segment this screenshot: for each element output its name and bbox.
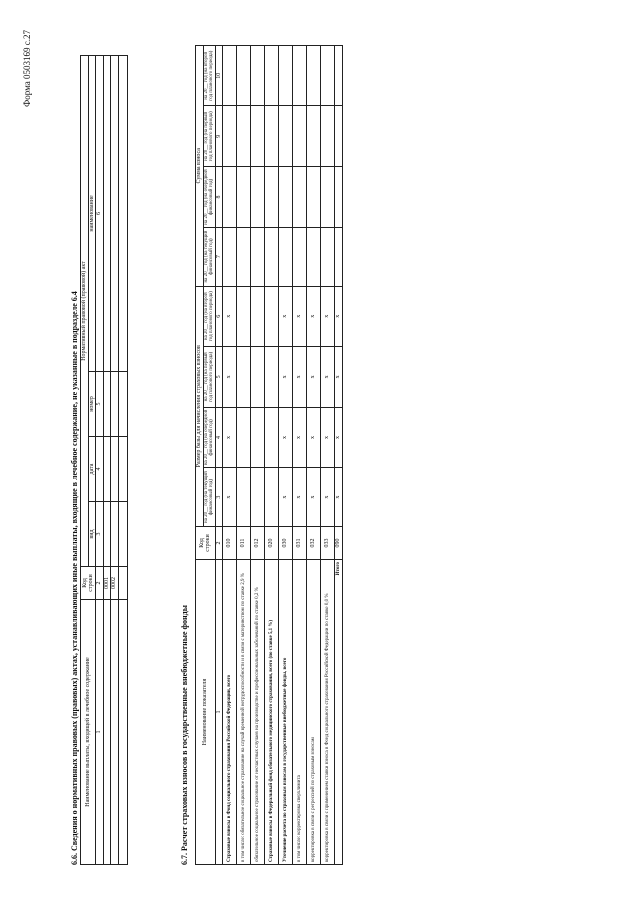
base-cell: x [223, 468, 237, 527]
sum-cell[interactable] [251, 106, 265, 167]
base-cell[interactable] [237, 468, 251, 527]
col-sum-second: на 20__ год (на второй год планового периода) [203, 46, 215, 106]
base-cell: x [307, 468, 321, 527]
line-code-cell: 0002 [111, 567, 119, 600]
base-cell: x [307, 286, 321, 346]
act-date-cell[interactable] [103, 437, 111, 502]
act-type-cell[interactable] [111, 502, 119, 567]
base-cell[interactable] [251, 346, 265, 407]
indicator-label: в том числе: корректировка сверхлимита [293, 560, 307, 865]
sum-cell[interactable] [335, 106, 343, 167]
table-row [111, 56, 119, 865]
base-cell: x [279, 468, 293, 527]
col-number-row [215, 46, 223, 865]
col-line-code: Код строки [196, 527, 216, 560]
indicator-label: корректировка в связи с применением ставки взноса в Фонд социального страхования Российской Федерации по ставке 0,0 % [321, 560, 335, 865]
sum-cell[interactable] [307, 167, 321, 227]
section-6-7-title: 6.7. Расчет страховых взносов в государственные внебюджетные фонды [180, 605, 189, 865]
base-cell: x [335, 468, 343, 527]
col-payment-name: Наименование выплаты, входящей в лечебное содержание [81, 600, 96, 865]
base-cell[interactable] [265, 346, 279, 407]
sum-cell[interactable] [321, 46, 335, 106]
sum-cell[interactable] [237, 46, 251, 106]
col-number: 6 [96, 56, 104, 372]
sum-cell[interactable] [265, 167, 279, 227]
empty-cell[interactable] [118, 56, 127, 372]
sum-cell[interactable] [251, 46, 265, 106]
col-group-sum: Сумма взноса [196, 46, 204, 287]
col-act-type: вид [88, 502, 96, 567]
sum-cell[interactable] [321, 167, 335, 227]
col-number: 2 [96, 567, 104, 600]
empty-cell[interactable] [118, 567, 127, 600]
total-row [335, 46, 343, 865]
act-number-cell[interactable] [103, 372, 111, 437]
sum-cell[interactable] [279, 227, 293, 286]
base-cell: x [223, 407, 237, 467]
base-cell: x [279, 407, 293, 467]
empty-row [118, 56, 127, 865]
col-sum-current: на 20__ год (на текущий финансовый год) [203, 227, 215, 286]
col-base-first: на 20__ год (на первый год планового периода) [203, 346, 215, 407]
act-type-cell[interactable] [103, 502, 111, 567]
base-cell: x [321, 407, 335, 467]
section-6-6-title: 6.6. Сведения о нормативных правовых (правовых) актах, устанавливающих иные выплаты, входящие в лечебное содержание, не указанные в подразделе 6.4 [70, 291, 79, 865]
col-number: 9 [215, 106, 223, 167]
indicator-label: Уточнение расчета по страховым взносам в государственные внебюджетные фонды, всего [279, 560, 293, 865]
form-number: Форма 0503169 с.27 [22, 30, 32, 107]
col-group-act: Нормативный правовой (правовой) акт [81, 56, 89, 567]
base-cell[interactable] [251, 286, 265, 346]
col-sum-first: на 20__ год (на первый год планового периода) [203, 106, 215, 167]
sum-cell[interactable] [293, 106, 307, 167]
col-sum-next: на 20__ год (на очередной финансовый год) [203, 167, 215, 227]
col-number: 4 [215, 407, 223, 467]
base-cell: x [321, 346, 335, 407]
sum-cell[interactable] [251, 167, 265, 227]
base-cell: x [335, 286, 343, 346]
sum-cell[interactable] [307, 227, 321, 286]
base-cell: x [307, 407, 321, 467]
base-cell: x [307, 346, 321, 407]
base-cell: x [223, 346, 237, 407]
line-code-cell: 031 [293, 527, 307, 560]
sum-cell[interactable] [307, 106, 321, 167]
indicator-label: Страховые взносы в Федеральный фонд обязательного медицинского страхования, всего (по ставке 5,1 %) [265, 560, 279, 865]
sum-cell[interactable] [223, 46, 237, 106]
line-code-cell: 032 [307, 527, 321, 560]
sum-cell[interactable] [265, 46, 279, 106]
table-row [251, 46, 265, 865]
sum-cell[interactable] [321, 106, 335, 167]
section-6-7-rows [223, 46, 335, 865]
sum-cell[interactable] [279, 167, 293, 227]
sum-cell[interactable] [223, 106, 237, 167]
line-code-cell: 012 [251, 527, 265, 560]
col-group-base: Размер базы для начисления страховых взносов [196, 286, 204, 526]
line-code-cell: 033 [321, 527, 335, 560]
act-name-cell[interactable] [111, 56, 119, 372]
col-number: 5 [96, 372, 104, 437]
sum-cell[interactable] [335, 167, 343, 227]
table-row [223, 46, 237, 865]
base-cell: x [279, 346, 293, 407]
table-row [279, 46, 293, 865]
base-cell[interactable] [265, 407, 279, 467]
sum-cell[interactable] [335, 46, 343, 106]
sum-cell[interactable] [307, 46, 321, 106]
empty-cell[interactable] [118, 502, 127, 567]
base-cell[interactable] [251, 468, 265, 527]
base-cell[interactable] [265, 468, 279, 527]
col-act-name: наименование [88, 56, 96, 372]
base-cell[interactable] [237, 407, 251, 467]
sum-cell[interactable] [251, 227, 265, 286]
base-cell: x [293, 346, 307, 407]
sum-cell[interactable] [293, 46, 307, 106]
col-number: 6 [215, 286, 223, 346]
table-row [265, 46, 279, 865]
sum-cell[interactable] [335, 227, 343, 286]
line-code-cell: 030 [279, 527, 293, 560]
indicator-label: обязательное социальное страхование от несчастных случаев на производстве и профессиональных заболеваний по ставке 0,2 % [251, 560, 265, 865]
base-cell: x [321, 468, 335, 527]
line-code-cell: 010 [223, 527, 237, 560]
table-row [237, 46, 251, 865]
sum-cell[interactable] [279, 46, 293, 106]
line-code-cell: 0001 [103, 567, 111, 600]
empty-cell[interactable] [118, 600, 127, 865]
col-base-second: на 20__ год (на второй год планового периода) [203, 286, 215, 346]
col-number: 1 [96, 600, 104, 865]
col-line-code: Код строки [81, 567, 96, 600]
indicator-label: в том числе: обязательное социальное страхование на случай временной нетрудоспособности и в связи с материнством по ставке 2,9 % [237, 560, 251, 865]
indicator-label: корректировка в связи с регрессией по страховым взносам [307, 560, 321, 865]
sum-cell[interactable] [237, 227, 251, 286]
base-cell: x [335, 407, 343, 467]
col-number: 2 [215, 527, 223, 560]
col-number: 5 [215, 346, 223, 407]
base-cell: x [335, 346, 343, 407]
col-number: 10 [215, 46, 223, 106]
sum-cell[interactable] [223, 167, 237, 227]
col-number: 7 [215, 227, 223, 286]
col-act-number: номер [88, 372, 96, 437]
col-number: 3 [215, 468, 223, 527]
empty-cell[interactable] [118, 372, 127, 437]
section-6-6-table [80, 55, 128, 865]
base-cell: x [293, 286, 307, 346]
total-label: Итого [335, 560, 343, 865]
col-indicator-name: Наименование показателя [196, 560, 216, 865]
sum-cell[interactable] [293, 227, 307, 286]
act-number-cell[interactable] [111, 372, 119, 437]
line-code-cell: 020 [265, 527, 279, 560]
sum-cell[interactable] [279, 106, 293, 167]
base-cell[interactable] [265, 286, 279, 346]
line-code-cell: 011 [237, 527, 251, 560]
sum-cell[interactable] [237, 106, 251, 167]
base-cell[interactable] [251, 407, 265, 467]
act-date-cell[interactable] [111, 437, 119, 502]
col-number: 3 [96, 502, 104, 567]
sum-cell[interactable] [237, 167, 251, 227]
sum-cell[interactable] [265, 106, 279, 167]
col-number: 4 [96, 437, 104, 502]
base-cell: x [279, 286, 293, 346]
base-cell[interactable] [237, 286, 251, 346]
base-cell: x [321, 286, 335, 346]
table-row [307, 46, 321, 865]
base-cell: x [223, 286, 237, 346]
empty-cell[interactable] [118, 437, 127, 502]
payment-name-cell[interactable] [103, 600, 111, 865]
col-number-row [96, 56, 104, 865]
table-row [293, 46, 307, 865]
base-cell: x [293, 468, 307, 527]
sum-cell[interactable] [321, 227, 335, 286]
act-name-cell[interactable] [103, 56, 111, 372]
col-act-date: дата [88, 437, 96, 502]
base-cell: x [293, 407, 307, 467]
section-6-7-table [195, 45, 343, 865]
col-number: 8 [215, 167, 223, 227]
indicator-label: Страховые взносы в Фонд социального страхования Российской Федерации, всего [223, 560, 237, 865]
col-number: 1 [215, 560, 223, 865]
col-base-current: на 20__ год (на текущий финансовый год) [203, 468, 215, 527]
sum-cell[interactable] [265, 227, 279, 286]
sum-cell[interactable] [293, 167, 307, 227]
payment-name-cell[interactable] [111, 600, 119, 865]
table-row [103, 56, 111, 865]
sum-cell[interactable] [223, 227, 237, 286]
base-cell[interactable] [237, 346, 251, 407]
table-row [321, 46, 335, 865]
line-code-cell: 090 [335, 527, 343, 560]
col-base-next: на 20__ год (на очередной финансовый год) [203, 407, 215, 467]
